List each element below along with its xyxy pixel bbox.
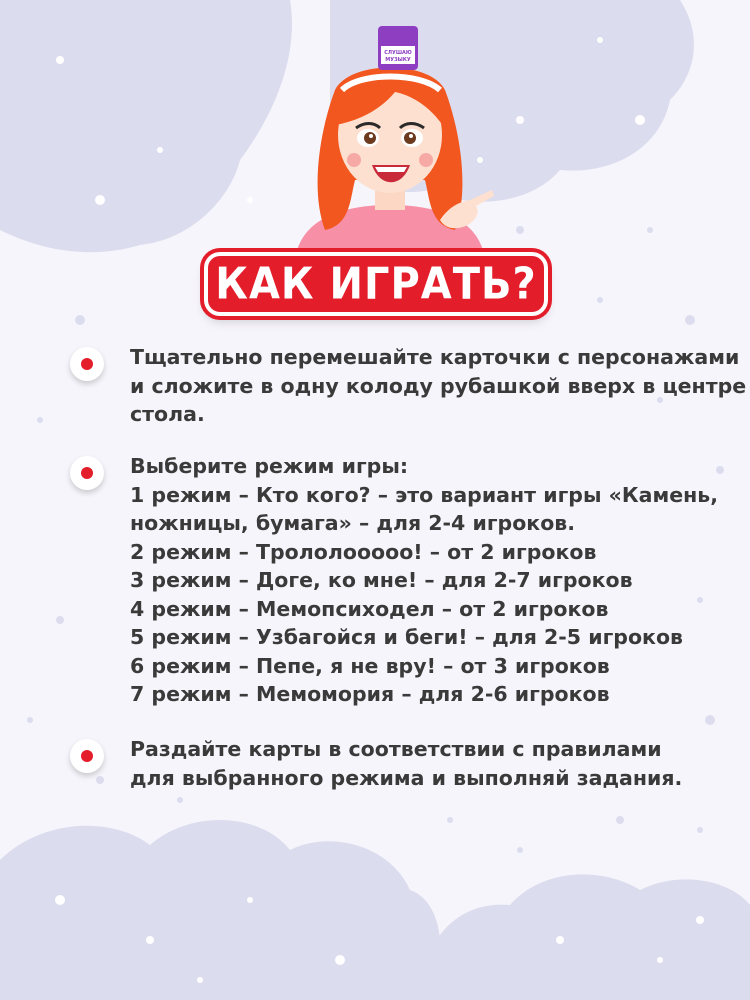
- bullet-icon: [70, 456, 104, 490]
- step-line: 6 режим – Пепе, я не вру! – от 3 игроков: [130, 653, 610, 678]
- bullet-icon: [70, 739, 104, 773]
- step-line: 4 режим – Мемопсиходел – от 2 игроков: [130, 596, 609, 621]
- step-3-text: [130, 735, 690, 792]
- step-line: 1 режим – Кто кого? – это вариант игры «Камень,: [130, 482, 719, 507]
- step-line: стола.: [130, 402, 205, 426]
- step-line: 5 режим – Узбагойся и беги! – для 2-5 игроков: [130, 625, 684, 649]
- card-label-line1: СЛУШАЮ: [384, 50, 412, 56]
- step-line: Выберите режим игры:: [130, 454, 409, 478]
- step-line: 7 режим – Мемомория – для 2-6 игроков: [130, 682, 610, 706]
- step-2-text: [130, 452, 719, 709]
- step-line: Раздайте карты в соответствии с правилами: [130, 737, 662, 761]
- step-line: 3 режим – Доге, ко мне! – для 2-7 игроков: [130, 568, 633, 592]
- step-line: 2 режим – Трололоoooo! – от 2 игроков: [130, 539, 597, 564]
- step-1-text: [130, 343, 747, 429]
- card-label-line2: МУЗЫКУ: [385, 57, 411, 63]
- step-line: для выбранного режима и выполняй задания.: [130, 765, 683, 790]
- bullet-icon: [70, 347, 104, 381]
- step-line: ножницы, бумага» – для 2-4 игроков.: [130, 511, 576, 535]
- page-title: КАК ИГРАТЬ?: [215, 258, 537, 310]
- step-line: Тщательно перемешайте карточки с персонажами: [130, 345, 740, 369]
- step-line: и сложите в одну колоду рубашкой вверх в центре: [130, 373, 747, 398]
